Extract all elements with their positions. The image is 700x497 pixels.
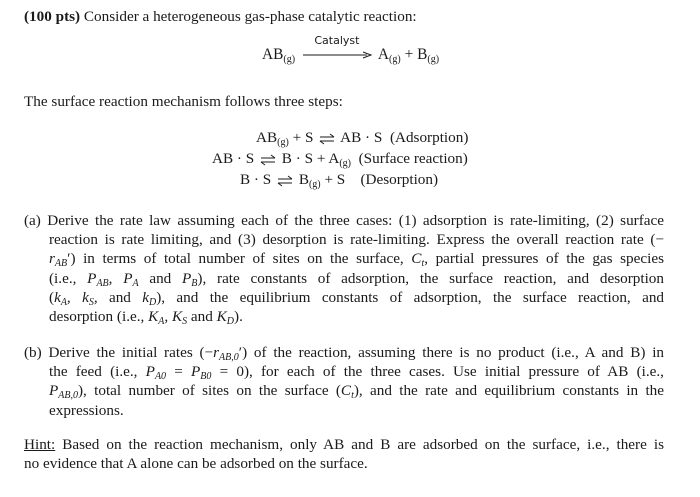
part-a-line: ($k_A$, $k_S$, and $k_D$), and the equilibrium constants of adsorption, the surface reaction, and — [49, 288, 664, 308]
part-b-line: the feed (i.e., $P_{A0} = P_{B0} = 0$), for each of the three cases. Use initial pressure of AB (i.e., — [49, 363, 664, 382]
hint — [24, 435, 664, 473]
product-a: $A_{(g)}$ — [377, 46, 401, 65]
points-label: (100 pts) — [24, 8, 81, 25]
hint-line: Hint: Based on the reaction mechanism, only AB and B are adsorbed on the surface, i.e., there is — [24, 436, 664, 453]
mechanism-step-surface-reaction: AB · S $B \cdot S + A_{(g)}$ (Surface reaction) — [212, 150, 468, 169]
mechanism-step-adsorption: $AB_{(g)} + S$ AB · S (Adsorption) — [256, 129, 469, 148]
catalyst-arrow — [301, 34, 373, 64]
part-a-line: $r_{AB}'$) in terms of total number of sites on the surface, $C_t$, partial pressures of the gas species — [49, 250, 664, 269]
part-a-line: (i.e., $P_{AB}$, $P_A$ and $P_B$), rate constants of adsorption, the surface reaction, and desorption — [49, 269, 664, 288]
part-b — [24, 343, 664, 420]
hint-label: Hint: — [24, 436, 56, 453]
catalyst-label: Catalyst — [314, 34, 360, 48]
problem-intro: Consider a heterogeneous gas-phase catalytic reaction: — [80, 8, 417, 25]
mechanism-step-desorption: B · S $B_{(g)} + S$ (Desorption) — [240, 171, 439, 190]
part-b-line: (b) Derive the initial rates $(-r_{AB,0}')$ of the reaction, assuming there is no product (i.e., A and B) in — [24, 344, 664, 363]
right-arrow-icon — [301, 51, 373, 59]
part-a-line: desorption (i.e., $K_A$, $K_S$ and $K_D$). — [49, 308, 243, 327]
part-a-line: reaction is rate limiting, and (3) desorption is rate-limiting. Express the overall reaction rate (− — [49, 231, 664, 249]
step-label-adsorption: (Adsorption) — [389, 129, 469, 146]
equilibrium-arrow-icon — [277, 175, 293, 187]
equilibrium-arrow-icon — [260, 154, 276, 166]
main-reaction: $AB_{(g)}$ Catalyst $A_{(g)} + B_{(g)}$ — [262, 34, 440, 65]
part-a — [24, 211, 664, 326]
part-b-line: expressions. — [49, 401, 124, 419]
part-a-line: (a) Derive the rate law assuming each of the three cases: (1) adsorption is rate-limiting, (2) surface — [24, 212, 664, 229]
equilibrium-arrow-icon — [319, 133, 335, 145]
product-b: $B_{(g)}$ — [417, 46, 440, 65]
step-label-desorption: (Desorption) — [360, 171, 439, 188]
problem-statement — [24, 8, 417, 26]
hint-line: no evidence that A alone can be adsorbed on the surface. — [24, 455, 368, 473]
mechanism-intro: The surface reaction mechanism follows three steps: — [24, 93, 343, 110]
step-label-surface-reaction: (Surface reaction) — [358, 150, 468, 167]
part-b-line: $P_{AB,0}$), total number of sites on the surface $(C_t)$, and the rate and equilibrium constants in the — [49, 382, 664, 401]
reactant-ab: $AB_{(g)}$ — [262, 46, 296, 65]
